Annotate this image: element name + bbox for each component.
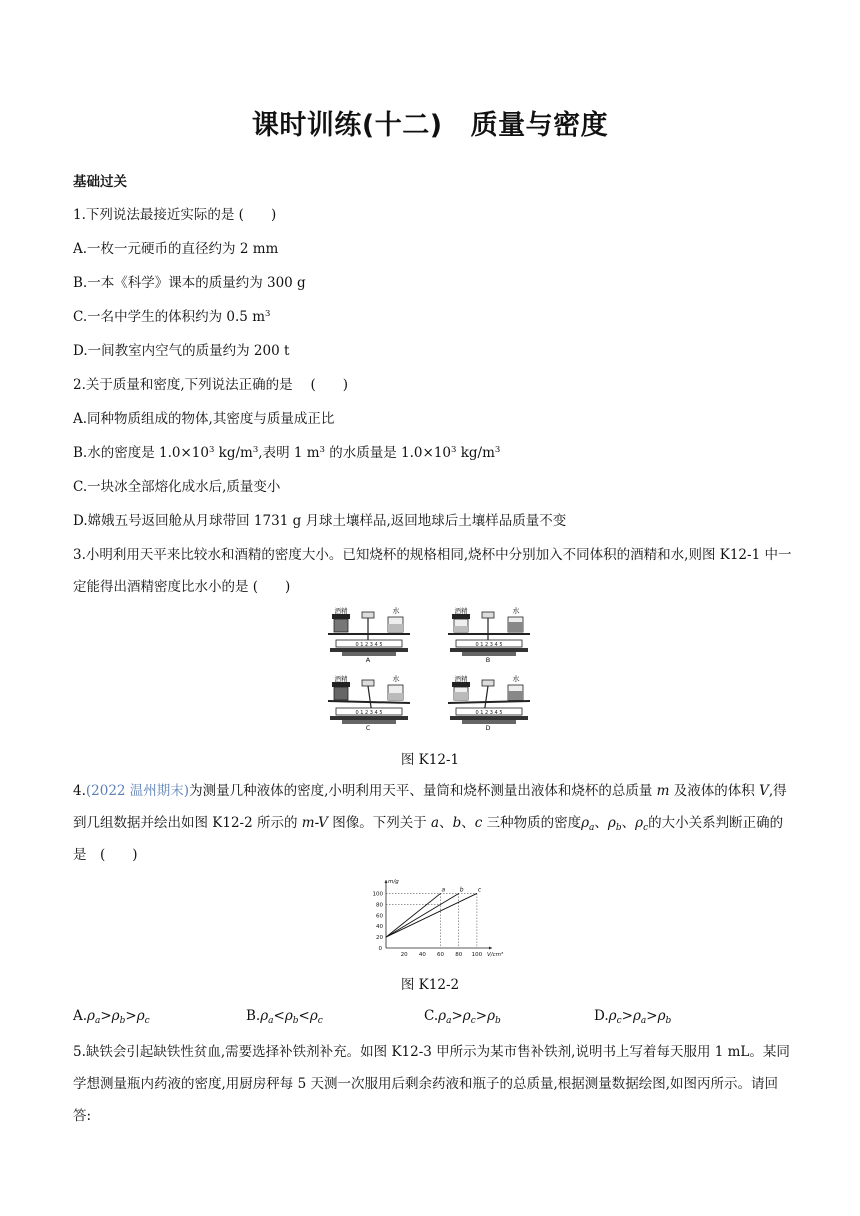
balance-d-label: D	[485, 724, 491, 732]
alcohol-label-d: 酒精	[454, 675, 468, 683]
page-title	[0, 103, 860, 142]
q4-option-d: $D.\rho_c>\rho_a>\rho_b$	[594, 1008, 672, 1026]
balance-b-label: B	[485, 656, 491, 664]
origin-label: 0	[378, 946, 382, 952]
q3-stem: 3.小明利用天平来比较水和酒精的密度大小。已知烧杯的规格相同,烧杯中分别加入不同体积的酒精和水,则图 K12-1 中一定能得出酒精密度比水小的是 ( )	[73, 547, 792, 595]
balance-a-label: A	[365, 656, 371, 664]
series-line-c	[386, 893, 477, 937]
alcohol-label-c: 酒精	[334, 675, 348, 683]
x-axis-arrow	[489, 947, 492, 950]
q1-option-c: C.一名中学生的体积约为 0.5 $m^3$	[73, 309, 271, 325]
svg-text:0 1 2 3 4 5: 0 1 2 3 4 5	[475, 710, 503, 716]
series-label-c: c	[477, 886, 482, 894]
y-tick-label: 40	[376, 924, 383, 931]
x-tick-label: 100	[471, 952, 483, 958]
x-axis-label: V/cm³	[487, 952, 504, 958]
q1-option-d: D.一间教室内空气的质量约为 200 t	[73, 343, 290, 359]
balance-c-label: C	[365, 724, 371, 732]
section-heading: 基础过关	[73, 174, 127, 190]
q2-option-b: B.水的密度是 $1.0\times 10^3$ $kg/m^3$,表明 1 $m^3$ 的水质量是 $1.0\times 10^3$ $kg/m^3$	[73, 445, 501, 461]
balance-b-diagram	[448, 606, 530, 664]
balance-d-diagram	[448, 674, 530, 732]
q1-option-a: A.一枚一元硬币的直径约为 2 mm	[73, 241, 279, 257]
x-tick-label: 20	[400, 952, 408, 958]
m-v-chart	[366, 878, 504, 962]
alcohol-label-b: 酒精	[454, 607, 468, 615]
water-label-a: 水	[392, 607, 400, 615]
q5-stem: 5.缺铁会引起缺铁性贫血,需要选择补铁剂补充。如图 K12-3 甲所示为某市售补铁剂,说明书上写着每天服用 1 mL。某同学想测量瓶内药液的密度,用厨房秤每 5 天测一次服用后剩余药液和瓶子的总质量,根据测量数据绘图,如图丙所示。请回答:	[73, 1044, 790, 1124]
q2-option-c: C.一块冰全部熔化成水后,质量变小	[73, 479, 281, 495]
water-label-d: 水	[512, 675, 520, 683]
figure-k12-1-caption: 图 K12-1	[400, 752, 460, 768]
q4-stem: 4.(2022 温州期末)为测量几种液体的密度,小明利用天平、量筒和烧杯测量出液体和烧杯的总质量 m 及液体的体积 V,得到几组数据并绘出如图 K12-2 所示的 m-V 图像。下列关于 a、b、c 三种物质的密度$\rho_a$、$\rho_b$、$\rho_c$的大小关系判断正确的是 ( )	[73, 783, 787, 863]
title-topic: 质量与密度	[470, 110, 609, 141]
q4-option-c: $C.\rho_a>\rho_c>\rho_b$	[424, 1008, 501, 1026]
series-label-b: b	[459, 886, 464, 894]
series-label-a: a	[441, 886, 446, 894]
y-tick-label: 80	[376, 902, 383, 909]
alcohol-label-a: 酒精	[334, 607, 348, 615]
q4-option-a: $A.\rho_a>\rho_b>\rho_c$	[73, 1008, 150, 1026]
x-tick-label: 40	[418, 952, 426, 958]
x-tick-label: 60	[437, 952, 445, 958]
svg-text:0 1 2 3 4 5: 0 1 2 3 4 5	[355, 642, 383, 648]
y-tick-label: 20	[376, 935, 383, 942]
q4-source: (2022 温州期末)	[85, 783, 190, 799]
q1-stem: 1.下列说法最接近实际的是 ( )	[73, 207, 277, 223]
figure-k12-2-caption: 图 K12-2	[400, 977, 460, 993]
q2-option-d: D.嫦娥五号返回舱从月球带回 1731 g 月球土壤样品,返回地球后土壤样品质量不变	[73, 513, 567, 529]
balance-figure	[322, 604, 538, 738]
series-line-b	[386, 893, 459, 937]
q2-stem: 2.关于质量和密度,下列说法正确的是 ( )	[73, 377, 348, 393]
q4-option-b: $B.\rho_a<\rho_b<\rho_c$	[246, 1008, 323, 1026]
balance-c-diagram	[328, 674, 410, 732]
y-tick-label: 60	[376, 913, 383, 920]
svg-text:0 1 2 3 4 5: 0 1 2 3 4 5	[355, 710, 383, 716]
title-main: 课时训练(十二)	[251, 110, 443, 141]
svg-text:0 1 2 3 4 5: 0 1 2 3 4 5	[475, 642, 503, 648]
x-tick-label: 80	[455, 952, 463, 958]
water-label-b: 水	[512, 607, 520, 615]
balance-a-diagram	[328, 606, 410, 664]
q2-option-a: A.同种物质组成的物体,其密度与质量成正比	[73, 411, 335, 427]
y-axis-label: m/g	[388, 879, 399, 885]
water-label-c: 水	[392, 675, 400, 683]
y-tick-label: 100	[372, 891, 383, 898]
q1-option-b: B.一本《科学》课本的质量约为 300 g	[73, 275, 306, 291]
q4-options	[73, 1008, 793, 1028]
